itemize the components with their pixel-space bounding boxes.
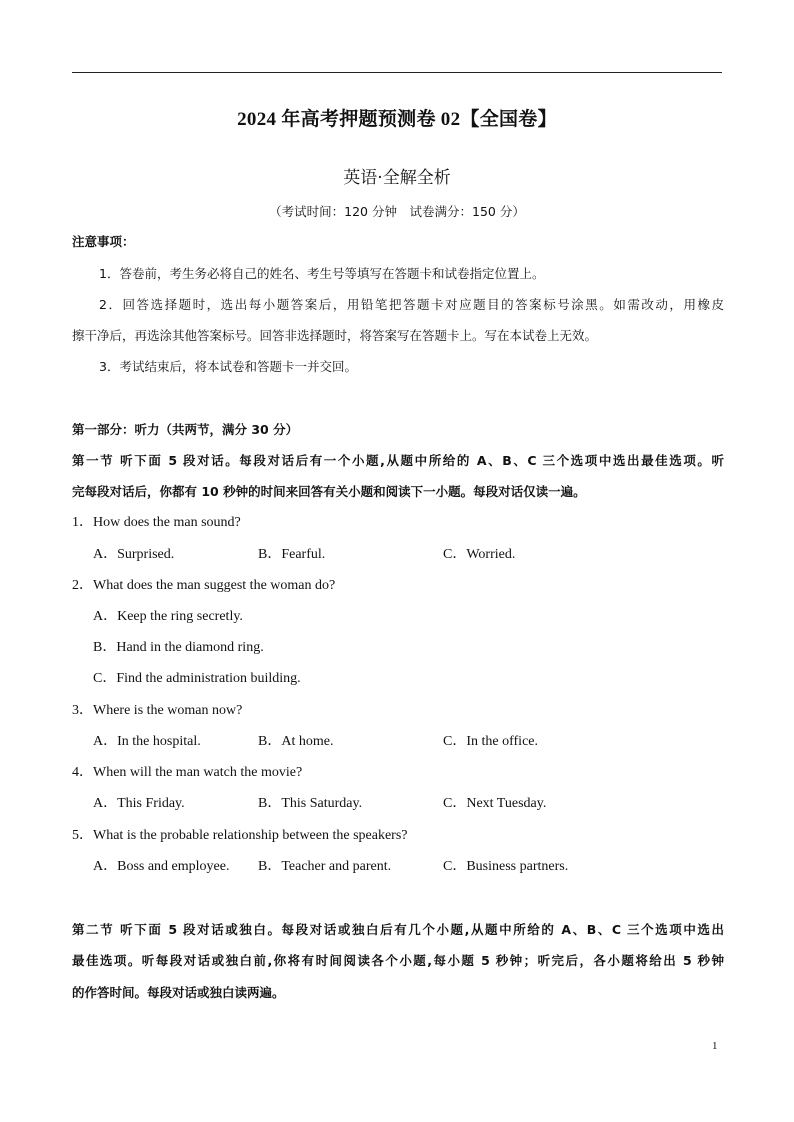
section2-instructions-line-3: 的作答时间。每段对话或独白读两遍。 <box>72 985 285 1000</box>
question-4-option-b: B．This Saturday. <box>258 796 363 811</box>
question-3-option-c: C．In the office. <box>443 734 538 749</box>
page-subtitle: 英语·全解全析 <box>343 168 451 188</box>
page-number: 1 <box>712 1040 718 1052</box>
part1-heading: 第一部分：听力（共两节，满分 30 分） <box>72 422 299 437</box>
notes-item-3: 3．考试结束后，将本试卷和答题卡一并交回。 <box>99 359 357 374</box>
section1-instructions-line-1: 第一节 听下面 5 段对话。每段对话后有一个小题,从题中所给的 A、B、C 三个选项中选出最佳选项。听 <box>72 453 724 468</box>
question-1-option-b: B．Fearful. <box>258 547 326 562</box>
notes-item-2-line-2: 擦干净后，再选涂其他答案标号。回答非选择题时，将答案写在答题卡上。写在本试卷上无效。 <box>72 328 598 343</box>
section2-instructions-line-2: 最佳选项。听每段对话或独白前,你将有时间阅读各个小题,每小题 5 秒钟；听完后，各小题将给出 5 秒钟 <box>72 953 724 968</box>
question-5-stem: 5．What is the probable relationship between the speakers? <box>72 828 408 843</box>
notes-item-2-line-1: 2．回答选择题时，选出每小题答案后，用铅笔把答题卡对应题目的答案标号涂黑。如需改动，用橡皮 <box>99 297 724 312</box>
question-3-option-a: A．In the hospital. <box>93 734 201 749</box>
header-rule <box>72 72 722 73</box>
question-4-stem: 4．When will the man watch the movie? <box>72 765 303 780</box>
exam-info: （考试时间：120 分钟 试卷满分：150 分） <box>269 204 525 219</box>
question-5-option-c: C．Business partners. <box>443 859 569 874</box>
section1-instructions-line-2: 完每段对话后，你都有 10 秒钟的时间来回答有关小题和阅读下一小题。每段对话仅读一遍。 <box>72 484 586 499</box>
question-4-option-a: A．This Friday. <box>93 796 185 811</box>
question-1-option-a: A．Surprised. <box>93 547 175 562</box>
notes-heading: 注意事项： <box>72 234 135 249</box>
question-4-option-c: C．Next Tuesday. <box>443 796 547 811</box>
question-3-stem: 3．Where is the woman now? <box>72 703 243 718</box>
question-5-option-b: B．Teacher and parent. <box>258 859 392 874</box>
question-2-option-b: B．Hand in the diamond ring. <box>93 640 264 655</box>
question-2-stem: 2．What does the man suggest the woman do? <box>72 578 336 593</box>
question-3-option-b: B．At home. <box>258 734 334 749</box>
question-1-option-c: C．Worried. <box>443 547 516 562</box>
page-title: 2024 年高考押题预测卷 02【全国卷】 <box>237 109 557 130</box>
question-2-option-c: C．Find the administration building. <box>93 671 301 686</box>
question-1-stem: 1．How does the man sound? <box>72 515 241 530</box>
question-2-option-a: A．Keep the ring secretly. <box>93 609 243 624</box>
question-5-option-a: A．Boss and employee. <box>93 859 230 874</box>
notes-item-1: 1．答卷前，考生务必将自己的姓名、考生号等填写在答题卡和试卷指定位置上。 <box>99 266 545 281</box>
section2-instructions-line-1: 第二节 听下面 5 段对话或独白。每段对话或独白后有几个小题,从题中所给的 A、B、C 三个选项中选出 <box>72 922 724 937</box>
